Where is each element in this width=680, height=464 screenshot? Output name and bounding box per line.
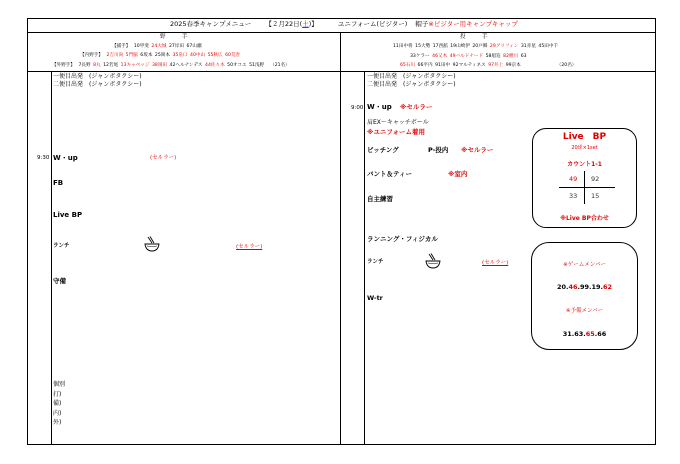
name-token: 49バルドナード	[449, 54, 484, 59]
livebp-cell-2: 33	[569, 192, 578, 200]
name-token: 6坂本	[140, 53, 153, 58]
name-token: 65	[585, 330, 595, 338]
name-token: 29グリフィン	[489, 44, 519, 49]
name-token: 46	[568, 283, 578, 291]
name-token: 40中山	[190, 53, 206, 58]
pitchers-row-2	[410, 55, 531, 60]
p-bus2: 二便目出発 (ジャンボタクシー)	[367, 81, 456, 88]
pitchers-list-1	[393, 44, 561, 49]
pitchers-list-2	[410, 54, 529, 59]
infielders-row	[80, 54, 245, 59]
individual-2: 備)	[53, 400, 62, 407]
livebp-cell-0: 49	[569, 175, 578, 183]
pitchers-list-3	[400, 63, 523, 68]
outfielders-label: 【外野手】	[52, 63, 75, 68]
catchers-label: 【捕手】	[112, 44, 131, 49]
game-member-box	[531, 242, 638, 350]
catchers-list	[134, 44, 204, 49]
game-member-list	[532, 284, 637, 291]
p-indoor-note: ※セルラー	[461, 146, 494, 154]
name-token: 15大勢	[415, 44, 431, 49]
livebp-count: カウント1-1	[567, 161, 602, 168]
livebp-title: Live BP	[562, 132, 607, 142]
name-token: 17西舘	[432, 44, 448, 49]
name-token: 92マルティネス	[452, 63, 486, 68]
uniform-label: ユニフォーム(ビジター)	[337, 20, 408, 28]
outfielders-list	[78, 63, 266, 68]
center-divider	[340, 32, 341, 444]
date-day: 土	[302, 20, 309, 28]
p-time-900: 9:00	[351, 105, 364, 111]
name-token: 33ケラー	[410, 54, 430, 59]
time-col-left	[51, 71, 52, 444]
name-token: 91田中	[435, 63, 451, 68]
livebp-box	[532, 128, 637, 228]
p-wup-note: ※セルラー	[400, 103, 433, 111]
frame-bottom	[27, 444, 656, 445]
p-indoor: P-投内	[428, 146, 449, 154]
p-bunt: バント＆ティー	[367, 170, 412, 178]
pitchers-row-1	[393, 45, 563, 50]
infielders-list	[106, 53, 242, 58]
name-token: 63	[520, 54, 527, 59]
header-row	[170, 21, 518, 28]
name-token: 62	[603, 283, 613, 291]
name-token: 51浅野	[249, 63, 265, 68]
catchers-row	[112, 45, 206, 50]
name-token: 45田中千	[538, 44, 559, 49]
livebp-cell-3: 15	[591, 192, 600, 200]
p-pitching: ピッチング	[367, 146, 399, 154]
name-token: 8丸	[93, 63, 101, 68]
individual-0: 個別	[53, 381, 66, 388]
name-token: 46又木	[432, 54, 448, 59]
name-token: 20.	[556, 283, 569, 291]
f-wup: W・up	[53, 154, 78, 162]
game-member-label: ※ゲームメンバー	[563, 262, 606, 268]
outfielders-row	[52, 64, 292, 69]
name-token: 66平内	[417, 63, 433, 68]
name-token: 99京本	[505, 63, 521, 68]
name-token: 67山瀬	[186, 44, 202, 49]
name-token: 82横川	[503, 54, 519, 59]
fielders-count: （21名）	[270, 63, 290, 68]
p-ex-catch: 肩EX～キャッチボール	[367, 119, 429, 126]
livebp-sub: 20球×1set	[571, 145, 598, 151]
name-token: .66	[594, 330, 607, 338]
livebp-grid-h	[559, 187, 615, 188]
cap-note: ※ビジター用キャンプキャップ	[428, 20, 518, 28]
name-token: 58船迫	[485, 54, 501, 59]
infielders-label: 【内野手】	[80, 53, 103, 58]
name-token: 35泉口	[172, 53, 188, 58]
name-token: 5門脇	[125, 53, 138, 58]
date-post: )】	[308, 20, 318, 28]
name-token: 2吉川尚	[106, 53, 124, 58]
f-defense: 守備	[53, 277, 66, 285]
name-token: 7長野	[78, 63, 91, 68]
p-lunch: ランチ	[367, 259, 384, 265]
p-bus1: 一便目出発 (ジャンボタクシー)	[367, 73, 456, 80]
name-token: 42ヘルナンデス	[169, 63, 203, 68]
name-token: 97井上	[488, 63, 504, 68]
f-fb: FB	[53, 179, 64, 187]
p-bunt-note: ※室内	[448, 170, 468, 178]
name-token: 11田中将	[393, 44, 413, 49]
f-bus2: 二便目出発 (ジャンボタクシー)	[53, 81, 142, 88]
name-token: 20戸郷	[472, 44, 488, 49]
name-token: 65石川	[400, 63, 416, 68]
name-token: 24大城	[151, 44, 167, 49]
f-lunch-cellar: (セルラー)	[236, 244, 263, 250]
frame-right	[655, 18, 656, 444]
name-token: 44佐々木	[205, 63, 225, 68]
p-lunch-bowl-icon	[424, 253, 442, 274]
menu-title: 2025春季キャンプメニュー	[170, 20, 252, 28]
f-bus1: 一便目出発 (ジャンボタクシー)	[53, 73, 142, 80]
f-wup-cellar: (セルラー)	[150, 155, 177, 161]
reserve-member-label: ※予備メンバー	[565, 308, 604, 314]
p-self: 自主練習	[367, 195, 393, 203]
date-label	[265, 20, 317, 28]
f-lunch: ランチ	[53, 243, 70, 249]
name-token: 10甲斐	[133, 44, 149, 49]
f-individual	[53, 380, 73, 428]
name-token: 55秋広	[207, 53, 223, 58]
name-token: 31.63.	[562, 330, 586, 338]
p-lunch-note: (セルラー)	[482, 260, 509, 266]
livebp-note: ※Live BP合わせ	[560, 215, 609, 222]
frame-left	[27, 18, 28, 444]
header-divider	[27, 32, 656, 33]
livebp-cell-1: 92	[591, 175, 600, 183]
frame-top	[27, 18, 656, 19]
name-token: 13キャベッジ	[120, 63, 150, 68]
name-token: 38岡田	[151, 63, 168, 68]
p-running: ランニング・フィジカル	[367, 235, 438, 243]
name-token: 31赤星	[520, 44, 536, 49]
name-token: 12若尾	[103, 63, 119, 68]
name-token: 19山崎伊	[450, 44, 470, 49]
cap-label: 帽子	[415, 20, 429, 28]
pitchers-count: （20名）	[556, 63, 577, 68]
name-token: 50オコエ	[227, 63, 247, 68]
p-wtr: W-tr	[367, 294, 383, 302]
name-token: 25岡本	[154, 53, 170, 58]
individual-1: 打)	[53, 390, 62, 398]
date-pre: 【２月22日(	[265, 20, 303, 28]
time-col-right	[364, 71, 365, 444]
f-time-930: 9:30	[37, 155, 50, 161]
name-token: 27岸田	[168, 44, 184, 49]
roster-divider	[27, 71, 656, 72]
f-livebp: Live BP	[53, 211, 83, 219]
p-wup: W・up	[367, 103, 392, 111]
individual-4: 外)	[53, 419, 62, 426]
reserve-member-list	[532, 331, 637, 338]
name-token: .99.19.	[577, 283, 603, 291]
name-token: 60荒巻	[225, 53, 241, 58]
pitchers-row-3	[400, 64, 578, 69]
fielders-heading: 野 手	[160, 34, 188, 40]
pitchers-heading: 投 手	[460, 34, 488, 40]
f-lunch-bowl-icon	[143, 236, 161, 257]
p-ex-note: ※ユニフォーム着用	[367, 128, 425, 136]
individual-3: 内)	[53, 409, 62, 417]
